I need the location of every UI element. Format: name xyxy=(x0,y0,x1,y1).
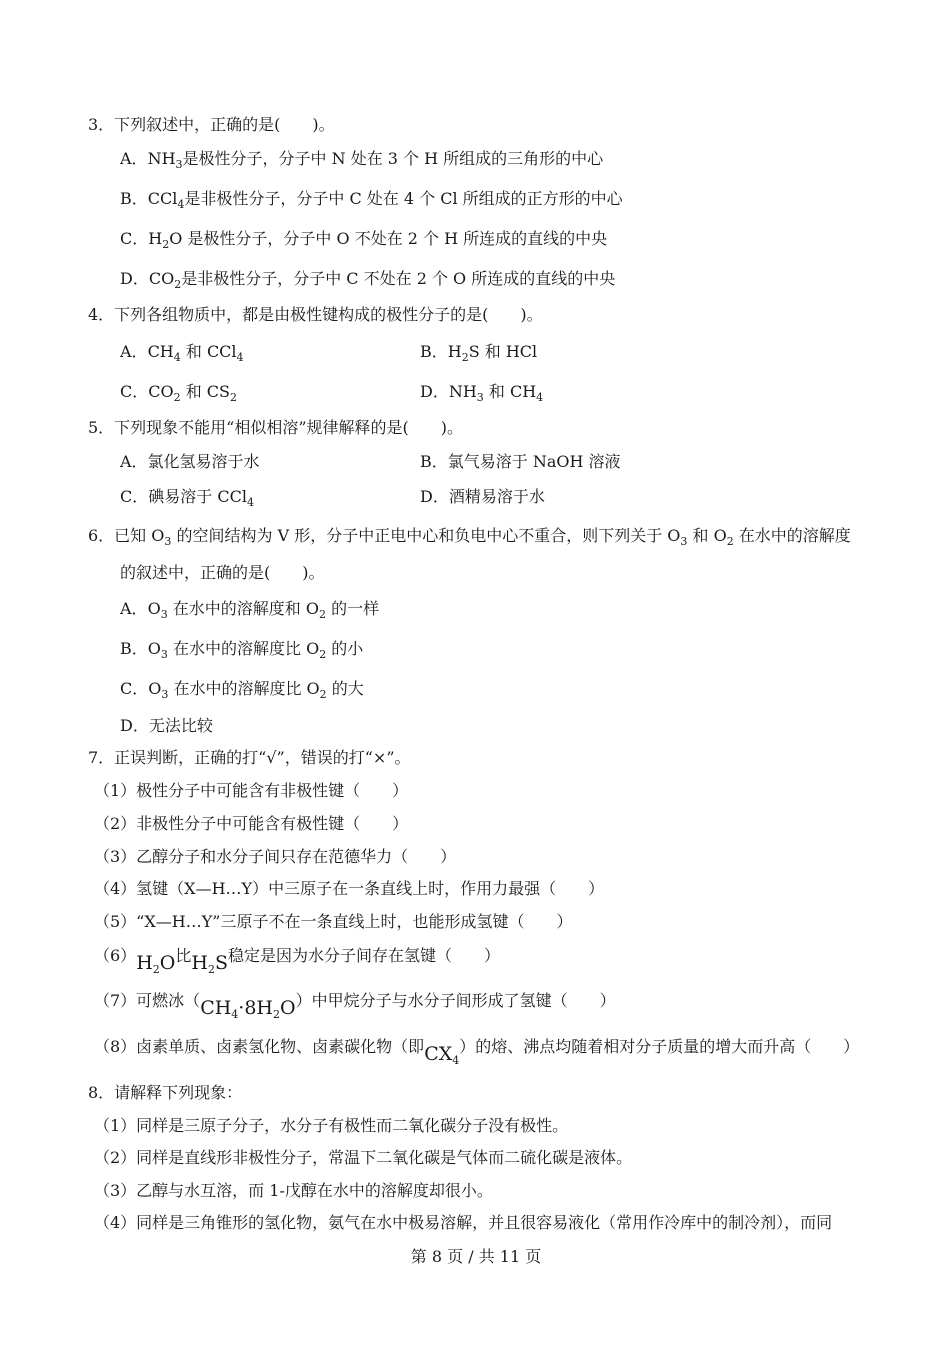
q3-option-a: A．$NH_3$是极性分子，分子中 N 处在 3 个 H 所组成的三角形的中心 xyxy=(120,149,604,171)
q4-option-d: D．$NH_3$ 和 $CH_4$ xyxy=(420,382,544,404)
q5-option-a: A．氯化氢易溶于水 xyxy=(120,452,260,471)
q6-option-b: B．$O_3$ 在水中的溶解度比 $O_2$ 的小 xyxy=(120,639,364,661)
q7-item-4: （4）氢键（X—H…Y）中三原子在一条直线上时，作用力最强（ ） xyxy=(94,879,605,898)
question-3-stem: 3．下列叙述中，正确的是( )。 xyxy=(88,115,335,134)
q5-option-b: B．氯气易溶于 NaOH 溶液 xyxy=(420,452,621,471)
q7-item-3: （3）乙醇分子和水分子间只存在范德华力（ ） xyxy=(94,847,457,866)
q7-item-8: （8）卤素单质、卤素氢化物、卤素碳化物（即$CX_4$）的熔、沸点均随着相对分子质量的增大而升高（ ） xyxy=(94,1037,860,1067)
q7-item-5: （5）“X—H…Y”三原子不在一条直线上时，也能形成氢键（ ） xyxy=(94,912,573,931)
question-5-stem: 5．下列现象不能用“相似相溶”规律解释的是( )。 xyxy=(88,418,464,437)
q7-item-1: （1）极性分子中可能含有非极性键（ ） xyxy=(94,781,409,800)
question-6-stem: 6．已知 $O_3$ 的空间结构为 V 形，分子中正电中心和负电中心不重合，则下列关于 $O_3$ 和 $O_2$ 在水中的溶解度 xyxy=(88,526,851,548)
q6-option-a: A．$O_3$ 在水中的溶解度和 $O_2$ 的一样 xyxy=(120,599,380,621)
q3-option-c: C．$H_2O$ 是极性分子，分子中 O 不处在 2 个 H 所连成的直线的中央 xyxy=(120,229,608,251)
question-7-stem: 7．正误判断，正确的打“√”，错误的打“×”。 xyxy=(88,748,411,767)
page-footer: 第 8 页 / 共 11 页 xyxy=(410,1247,542,1266)
q5-option-d: D．酒精易溶于水 xyxy=(420,487,545,506)
q4-option-b: B．$H_2S$ 和 HCl xyxy=(420,342,538,364)
q7-item-2: （2）非极性分子中可能含有极性键（ ） xyxy=(94,814,409,833)
q7-item-7: （7）可燃冰$(CH_4\cdot 8H_2O)$中甲烷分子与水分子间形成了氢键（ ） xyxy=(94,991,616,1021)
q8-item-2: （2）同样是直线形非极性分子，常温下二氧化碳是气体而二硫化碳是液体。 xyxy=(94,1148,633,1167)
q4-option-c: C．$CO_2$ 和 $CS_2$ xyxy=(120,382,237,404)
q5-option-c: C．碘易溶于 CCl$_4$ xyxy=(120,487,254,509)
q8-item-4: （4）同样是三角锥形的氢化物，氨气在水中极易溶解，并且很容易液化（常用作冷库中的制冷剂），而同 xyxy=(94,1213,833,1232)
question-4-stem: 4．下列各组物质中，都是由极性键构成的极性分子的是( )。 xyxy=(88,305,543,324)
q3-option-b: B．CCl$_4$是非极性分子，分子中 C 处在 4 个 Cl 所组成的正方形的中心 xyxy=(120,189,623,211)
question-8-stem: 8．请解释下列现象： xyxy=(88,1083,243,1102)
q3-option-d: D．$CO_2$是非极性分子，分子中 C 不处在 2 个 O 所连成的直线的中央 xyxy=(120,269,616,291)
question-6-stem-continued: 的叙述中，正确的是( )。 xyxy=(120,563,325,582)
q8-item-3: （3）乙醇与水互溶，而 1-戊醇在水中的溶解度却很小。 xyxy=(94,1181,493,1200)
q4-option-a: A．$CH_4$ 和 CCl$_4$ xyxy=(120,342,244,364)
q6-option-c: C．$O_3$ 在水中的溶解度比 $O_2$ 的大 xyxy=(120,679,364,701)
q6-option-d: D．无法比较 xyxy=(120,716,213,735)
q7-item-6: $(6)H_2O$比$H_2S$稳定是因为水分子间存在氢键（ ） xyxy=(94,946,500,976)
q8-item-1: （1）同样是三原子分子，水分子有极性而二氧化碳分子没有极性。 xyxy=(94,1116,569,1135)
